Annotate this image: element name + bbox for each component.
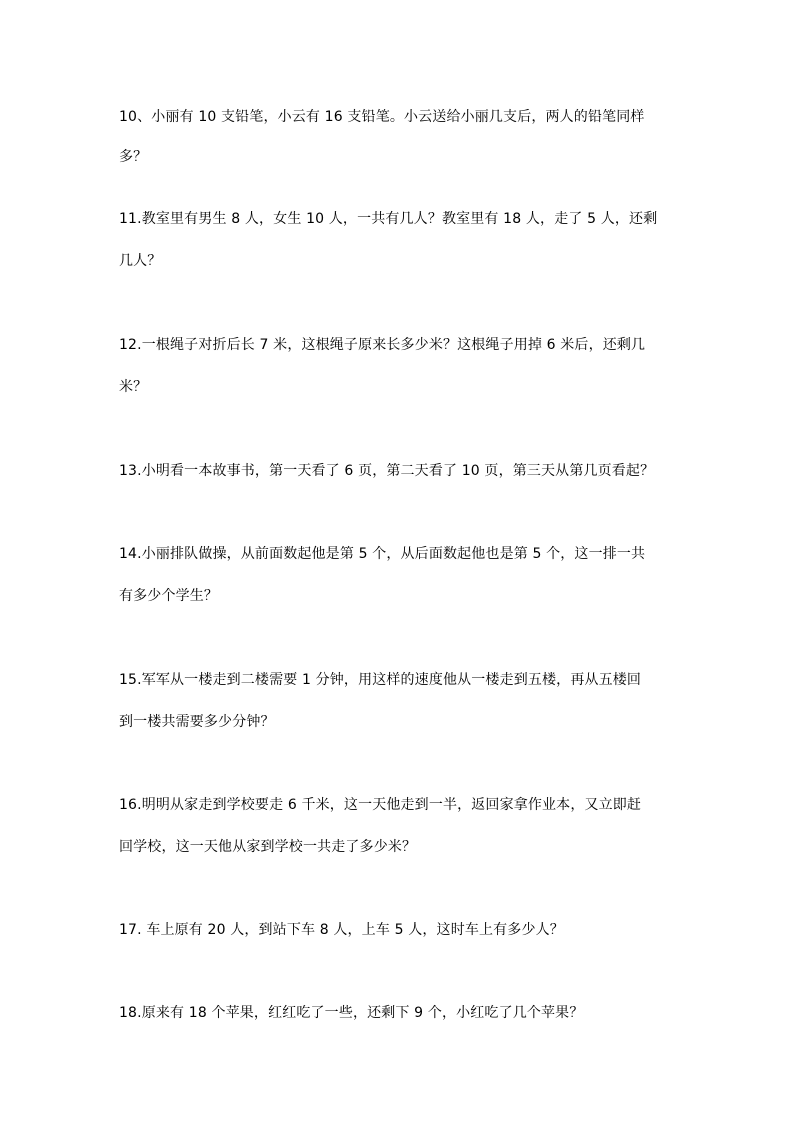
question-18-line-1: 18.原来有 18 个苹果，红红吃了一些，还剩下 9 个，小红吃了几个苹果？ xyxy=(119,1005,584,1021)
question-16-line-1: 16.明明从家走到学校要走 6 千米，这一天他走到一半，返回家拿作业本，又立即赶 xyxy=(119,797,642,813)
question-10-line-1: 10、小丽有 10 支铅笔，小云有 16 支铅笔。小云送给小丽几支后，两人的铅笔同样 xyxy=(119,109,645,125)
question-15-line-2: 到一楼共需要多少分钟？ xyxy=(119,714,275,730)
question-12-line-1: 12.一根绳子对折后长 7 米，这根绳子原来长多少米？这根绳子用掉 6 米后，还剩几 xyxy=(119,337,646,353)
question-14-line-2: 有多少个学生？ xyxy=(119,588,219,604)
question-11-line-2: 几人？ xyxy=(119,253,162,269)
question-12-line-2: 米？ xyxy=(119,379,148,395)
question-16-line-2: 回学校，这一天他从家到学校一共走了多少米？ xyxy=(119,839,417,855)
question-15-line-1: 15.军军从一楼走到二楼需要 1 分钟，用这样的速度他从一楼走到五楼，再从五楼回 xyxy=(119,672,642,688)
question-10-line-2: 多？ xyxy=(119,149,148,165)
question-13-line-1: 13.小明看一本故事书，第一天看了 6 页，第二天看了 10 页，第三天从第几页看起？ xyxy=(119,463,655,479)
question-11-line-1: 11.教室里有男生 8 人，女生 10 人，一共有几人？教室里有 18 人，走了 5 人，还剩 xyxy=(119,211,658,227)
question-14-line-1: 14.小丽排队做操，从前面数起他是第 5 个，从后面数起他也是第 5 个，这一排一共 xyxy=(119,546,646,562)
question-17-line-1: 17. 车上原有 20 人，到站下车 8 人，上车 5 人，这时车上有多少人？ xyxy=(119,922,564,938)
